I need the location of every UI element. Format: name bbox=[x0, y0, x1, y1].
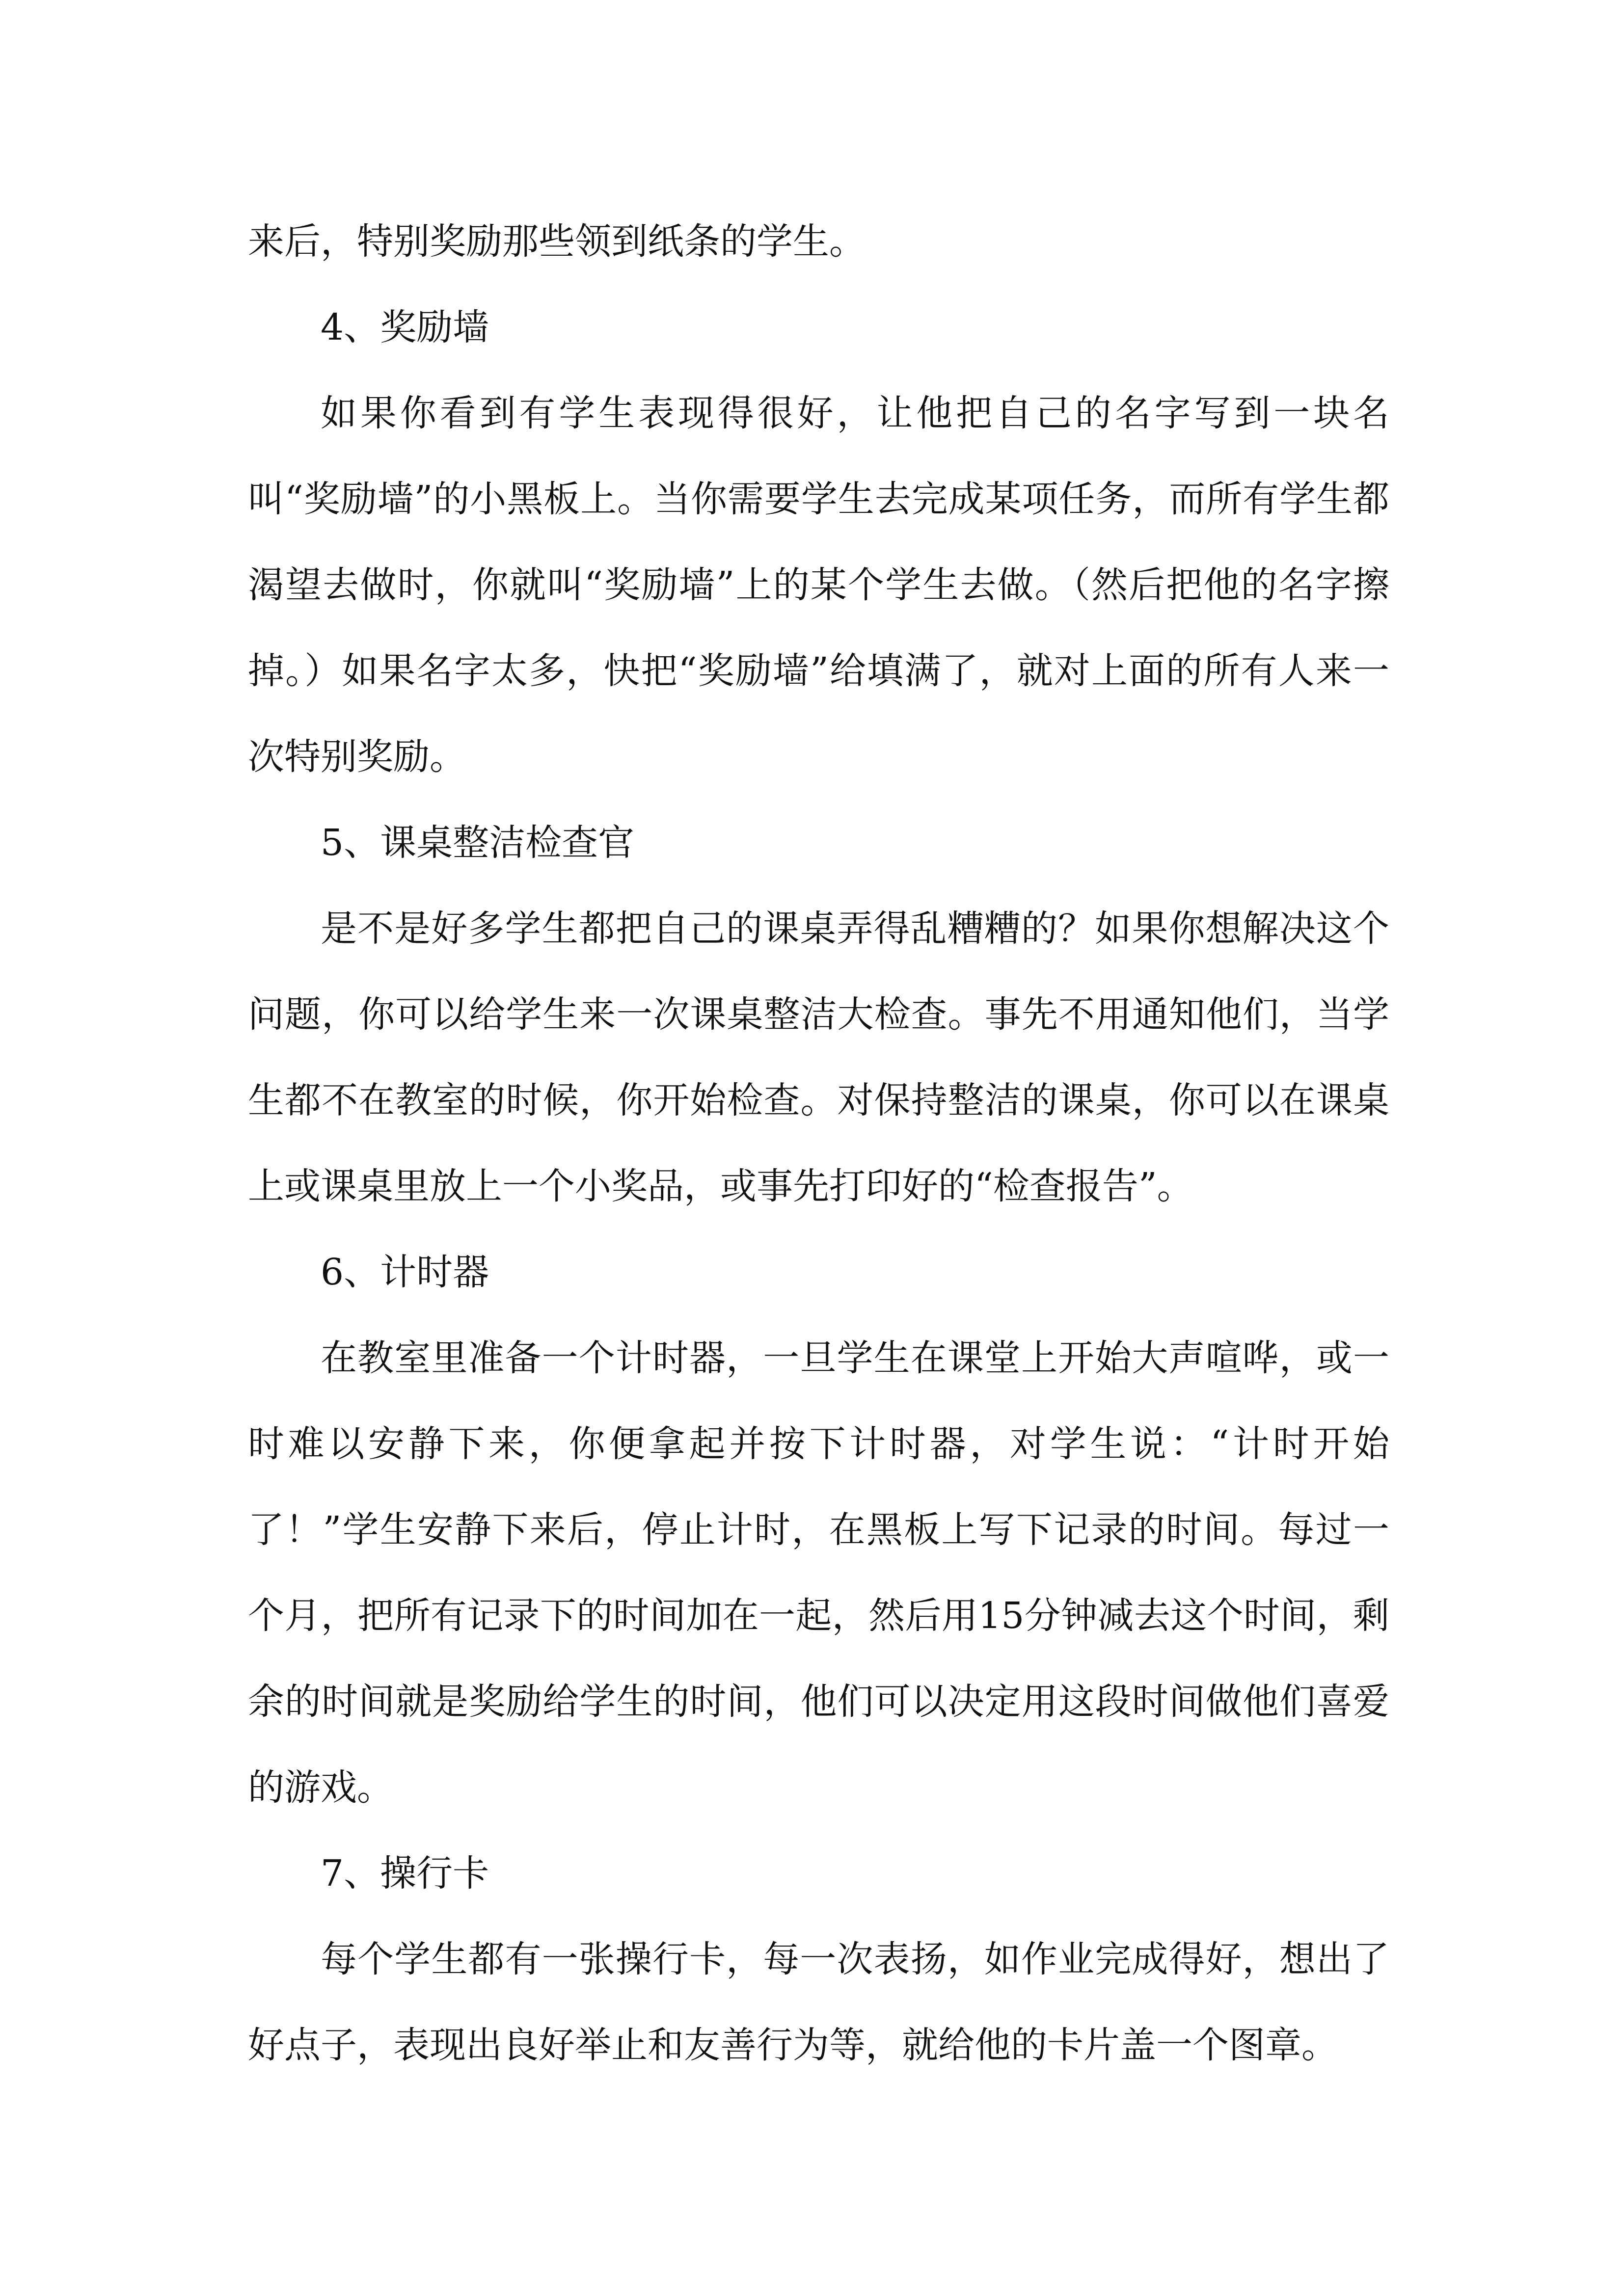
section-heading-timer: 6、计时器 bbox=[321, 1251, 489, 1293]
document-body bbox=[248, 199, 1389, 2088]
paragraph-desk-inspector: 是不是好多学生都把自己的课桌弄得乱糟糟的？如果你想解决这个问题，你可以给学生来一次课桌整洁大检查。事先不用通知他们，当学生都不在教室的时候，你开始检查。对保持整洁的课桌，你可以在课桌上或课桌里放上一个小奖品，或事先打印好的“检查报告”。 bbox=[248, 908, 1389, 1207]
paragraph-conduct-card: 每个学生都有一张操行卡，每一次表扬，如作业完成得好，想出了好点子，表现出良好举止和友善行为等，就给他的卡片盖一个图章。 bbox=[248, 1938, 1389, 2066]
section-heading-desk-inspector: 5、课桌整洁检查官 bbox=[321, 822, 635, 864]
paragraph-reward-wall: 如果你看到有学生表现得很好，让他把自己的名字写到一块名叫“奖励墙”的小黑板上。当你需要学生去完成某项任务，而所有学生都渴望去做时，你就叫“奖励墙”上的某个学生去做。（然后把他的名字擦掉。）如果名字太多，快把“奖励墙”给填满了，就对上面的所有人来一次特别奖励。 bbox=[248, 392, 1389, 778]
paragraph-timer: 在教室里准备一个计时器，一旦学生在课堂上开始大声喧哗，或一时难以安静下来，你便拿起并按下计时器，对学生说：“计时开始了！”学生安静下来后，停止计时，在黑板上写下记录的时间。每过一个月，把所有记录下的时间加在一起，然后用15分钟减去这个时间，剩余的时间就是奖励给学生的时间，他们可以决定用这段时间做他们喜爱的游戏。 bbox=[248, 1337, 1389, 1809]
paragraph-continuation: 来后，特别奖励那些领到纸条的学生。 bbox=[248, 220, 866, 263]
section-heading-reward-wall: 4、奖励墙 bbox=[321, 306, 489, 348]
section-heading-conduct-card: 7、操行卡 bbox=[321, 1852, 489, 1895]
